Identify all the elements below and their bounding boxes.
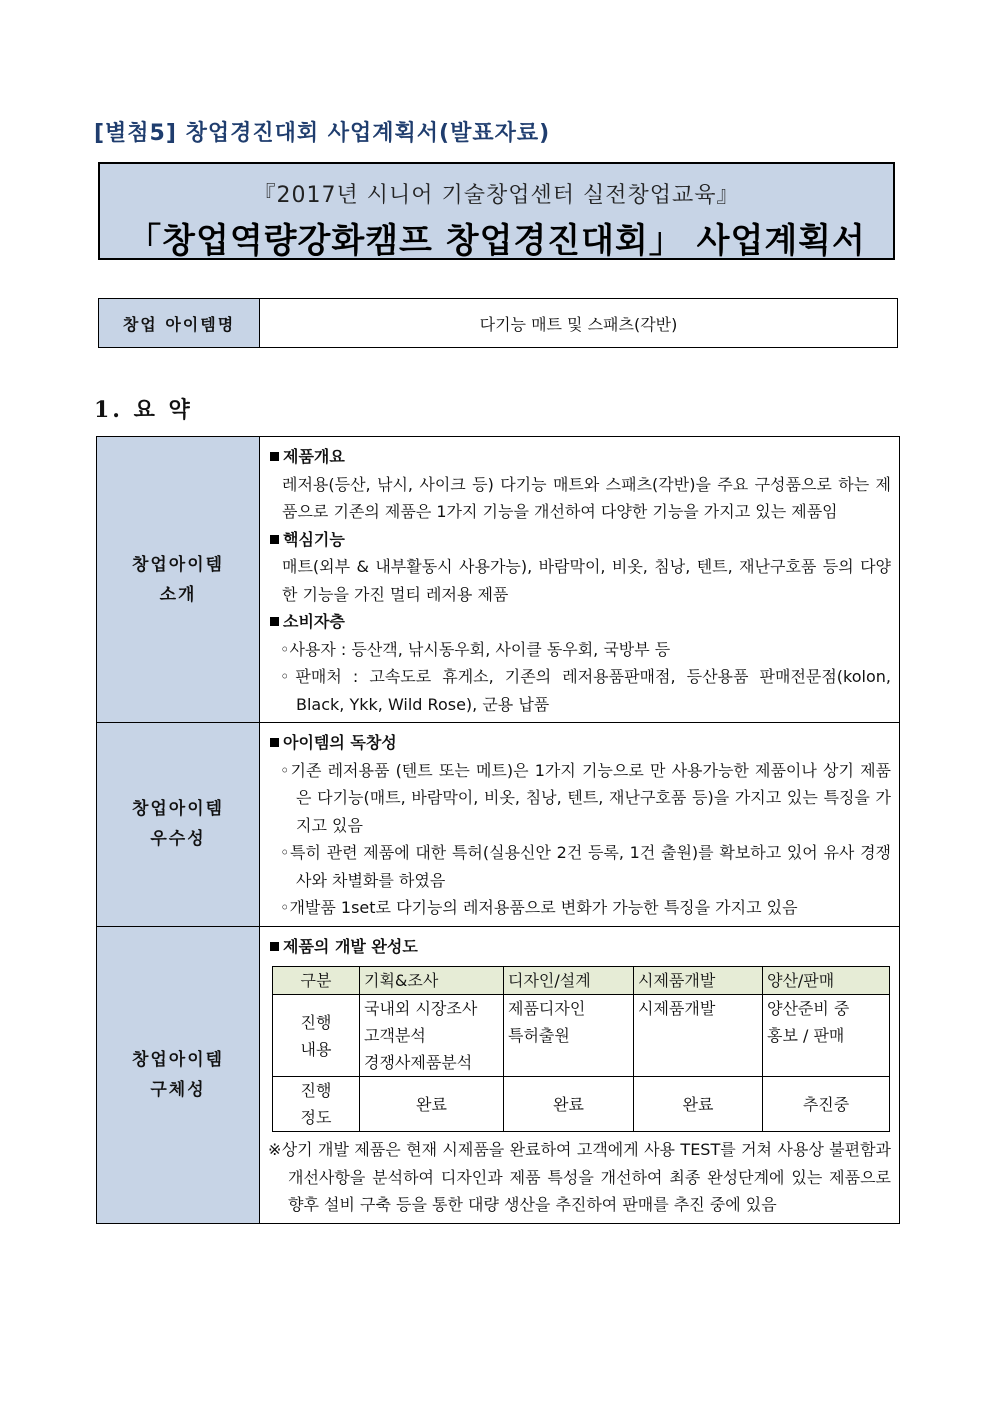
square-bullet-icon (270, 738, 279, 747)
development-table (272, 966, 890, 1132)
dev-row-label: 진행 내용 (273, 995, 360, 1077)
dev-header-cell: 시제품개발 (634, 967, 763, 995)
dev-header-cell: 디자인/설계 (504, 967, 634, 995)
label-line: 우수성 (150, 829, 206, 850)
title-box (98, 162, 895, 260)
square-bullet-icon (270, 535, 279, 544)
summary-row-excellence (97, 723, 900, 927)
bullet-heading: 아이템의 독창성 (268, 729, 891, 757)
item-name-value: 다기능 매트 및 스패츠(각반) (260, 299, 898, 348)
paragraph: 매트(외부 & 내부활동시 사용가능), 바람막이, 비옷, 침낭, 텐트, 재난구호품 등의 다양한 기능을 가진 멀티 레저용 제품 (282, 557, 891, 604)
title-main: 「창업역량강화캠프 창업경진대회」 사업계획서 (127, 221, 866, 261)
bullet-heading: 핵심기능 (268, 526, 891, 554)
square-bullet-icon (270, 452, 279, 461)
circle-item: ◦특히 관련 제품에 대한 특허(실용신안 2건 등록, 1건 출원)를 확보하고 있어 유사 경쟁사와 차별화를 하였음 (280, 843, 891, 890)
dev-row-progress (273, 1077, 890, 1132)
dev-progress-cell: 추진중 (763, 1077, 890, 1132)
label-line: 창업아이템 (131, 799, 225, 820)
row-body-intro (260, 437, 900, 723)
dev-header-cell: 기획&조사 (360, 967, 504, 995)
square-bullet-icon (270, 617, 279, 626)
square-bullet-icon (270, 942, 279, 951)
dev-progress-cell: 완료 (360, 1077, 504, 1132)
summary-table (96, 436, 900, 1224)
section-heading: 1. 요 약 (94, 397, 193, 423)
label-line: 창업아이템 (131, 554, 225, 575)
paragraph: 레저용(등산, 낚시, 사이크 등) 다기능 매트와 스패츠(각반)을 주요 구성품으로 하는 제품으로 기존의 제품은 1가지 기능을 개선하여 다양한 기능을 가지고 있는 제품임 (282, 474, 891, 521)
label-line: 창업아이템 (131, 1049, 225, 1070)
bullet-heading: 제품의 개발 완성도 (268, 933, 891, 961)
item-name-label: 창업 아이템명 (99, 299, 260, 348)
dev-header-row (273, 967, 890, 995)
bullet-heading: 제품개요 (268, 443, 891, 471)
circle-item: ◦기존 레저용품 (텐트 또는 메트)은 1가지 기능으로 만 사용가능한 제품이나 상기 제품은 다기능(매트, 바람막이, 비옷, 침낭, 텐트, 재난구호품 등)을 가지고 있는 특징을 가지고 있음 (280, 760, 891, 835)
dev-row-label: 진행 정도 (273, 1077, 360, 1132)
dev-progress-cell: 완료 (634, 1077, 763, 1132)
dev-row-content (273, 995, 890, 1077)
title-subtitle: 『2017년 시니어 기술창업센터 실전창업교육』 (253, 183, 740, 208)
row-body-concreteness (260, 926, 900, 1223)
row-label-concreteness (97, 926, 260, 1223)
circle-item: ◦판매처 : 고속도로 휴게소, 기존의 레저용품판매점, 등산용품 판매전문점(kolon, Black, Ykk, Wild Rose), 군용 납품 (280, 667, 891, 714)
dev-cell-prototype: 시제품개발 (634, 995, 763, 1077)
label-line: 구체성 (150, 1079, 206, 1100)
dev-progress-cell: 완료 (504, 1077, 634, 1132)
bullet-heading: 소비자층 (268, 608, 891, 636)
dev-cell-planning: 국내외 시장조사 고객분석 경쟁사제품분석 (360, 995, 504, 1077)
summary-row-concreteness (97, 926, 900, 1223)
summary-row-intro (97, 437, 900, 723)
dev-header-cell: 구분 (273, 967, 360, 995)
circle-item: ◦개발품 1set로 다기능의 레저용품으로 변화가 가능한 특징을 가지고 있음 (280, 898, 798, 917)
circle-item: ◦사용자 : 등산객, 낚시동우회, 사이클 동우회, 국방부 등 (280, 639, 671, 659)
label-line: 소개 (159, 584, 197, 605)
attachment-title: [별첨5] 창업경진대회 사업계획서(발표자료) (94, 121, 551, 146)
note-paragraph: ※상기 개발 제품은 현재 시제품을 완료하여 고객에게 사용 TEST를 거쳐 사용상 불편함과 개선사항을 분석하여 디자인과 제품 특성을 개선하여 최종 완성단계에 있는 제품으로 향후 설비 구축 등을 통한 대량 생산을 추진하여 판매를 추진 중에 있음 (268, 1140, 891, 1214)
row-label-intro (97, 437, 260, 723)
dev-header-cell: 양산/판매 (763, 967, 890, 995)
dev-cell-design: 제품디자인 특허출원 (504, 995, 634, 1077)
item-name-table (98, 298, 898, 348)
row-label-excellence (97, 723, 260, 927)
row-body-excellence (260, 723, 900, 927)
dev-cell-production: 양산준비 중 홍보 / 판매 (763, 995, 890, 1077)
